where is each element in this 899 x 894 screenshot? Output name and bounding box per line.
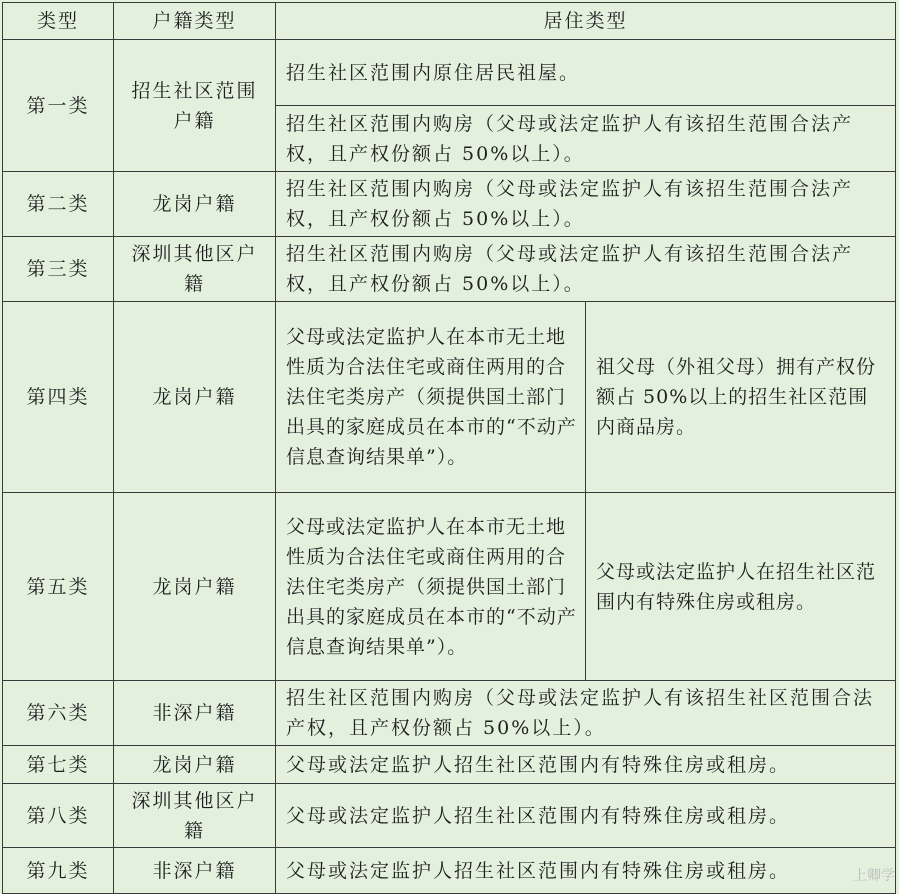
table-row <box>3 848 896 894</box>
row-housing: 父母或法定监护人招生社区范围内有特殊住房或租房。 <box>276 784 896 848</box>
row-housing: 招生社区范围内购房（父母或法定监护人有该招生社区范围合法产权，且产权份额占 50%以上）。 <box>276 681 896 746</box>
row-hukou: 深圳其他区户籍 <box>114 237 276 302</box>
row-type: 第二类 <box>3 172 114 237</box>
row-housing: 招生社区范围内原住居民祖屋。 <box>276 40 896 106</box>
row-type: 第一类 <box>3 40 114 172</box>
row-type: 第七类 <box>3 746 114 784</box>
row-housing: 招生社区范围内购房（父母或法定监护人有该招生范围合法产权，且产权份额占 50%以上）。 <box>276 106 896 172</box>
row-housing: 父母或法定监护人在本市无土地性质为合法住宅或商住两用的合法住宅类房产（须提供国土部门出具的家庭成员在本市的“不动产信息查询结果单”）。 <box>276 493 586 681</box>
row-housing: 招生社区范围内购房（父母或法定监护人有该招生范围合法产权，且产权份额占 50%以上）。 <box>276 237 896 302</box>
row-housing: 父母或法定监护人在本市无土地性质为合法住宅或商住两用的合法住宅类房产（须提供国土部门出具的家庭成员在本市的“不动产信息查询结果单”）。 <box>276 302 586 493</box>
table-row <box>3 302 896 493</box>
table-row <box>3 172 896 237</box>
enrollment-category-table <box>2 2 896 894</box>
header-housing: 居住类型 <box>276 3 896 40</box>
table-row <box>3 237 896 302</box>
row-type: 第四类 <box>3 302 114 493</box>
row-hukou: 非深户籍 <box>114 848 276 894</box>
row-hukou: 非深户籍 <box>114 681 276 746</box>
row-hukou: 龙岗户籍 <box>114 172 276 237</box>
table-row <box>3 784 896 848</box>
row-housing: 招生社区范围内购房（父母或法定监护人有该招生范围合法产权，且产权份额占 50%以上）。 <box>276 172 896 237</box>
row-housing: 祖父母（外祖父母）拥有产权份额占 50%以上的招生社区范围内商品房。 <box>586 302 896 493</box>
row-hukou: 深圳其他区户籍 <box>114 784 276 848</box>
watermark: 上卿学 <box>853 865 895 885</box>
row-housing: 父母或法定监护人在招生社区范围内有特殊住房或租房。 <box>586 493 896 681</box>
row-type: 第三类 <box>3 237 114 302</box>
header-type: 类型 <box>3 3 114 40</box>
row-housing: 父母或法定监护人招生社区范围内有特殊住房或租房。 <box>276 848 896 894</box>
header-hukou: 户籍类型 <box>114 3 276 40</box>
table-row <box>3 40 896 106</box>
row-hukou: 龙岗户籍 <box>114 302 276 493</box>
table-row <box>3 746 896 784</box>
table-row <box>3 681 896 746</box>
row-type: 第九类 <box>3 848 114 894</box>
row-type: 第六类 <box>3 681 114 746</box>
table-row <box>3 493 896 681</box>
row-type: 第五类 <box>3 493 114 681</box>
row-housing: 父母或法定监护人招生社区范围内有特殊住房或租房。 <box>276 746 896 784</box>
header-row <box>3 3 896 40</box>
row-type: 第八类 <box>3 784 114 848</box>
row-hukou: 招生社区范围户籍 <box>114 40 276 172</box>
row-hukou: 龙岗户籍 <box>114 746 276 784</box>
row-hukou: 龙岗户籍 <box>114 493 276 681</box>
